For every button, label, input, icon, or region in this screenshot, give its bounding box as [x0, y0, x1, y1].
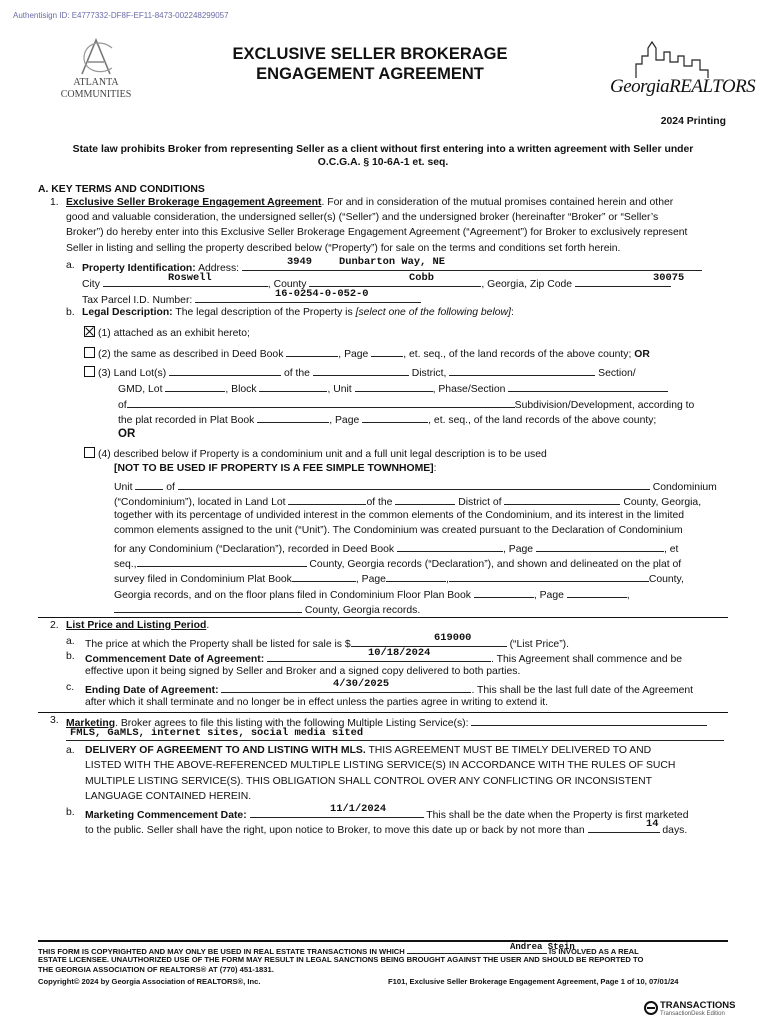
list-price-label: The price at which the Property shall be listed for sale is $: [85, 639, 351, 650]
condo-plat-page-label: , Page: [355, 574, 386, 585]
condo-floor-page-label: , Page: [533, 590, 564, 601]
condo-line-6: [114, 556, 681, 571]
condo-name-field[interactable]: [178, 479, 650, 490]
condo-records-text: County, Georgia records (“Declaration”), and shown and delineated on the plat of: [309, 559, 682, 570]
section-a-heading: A. KEY TERMS AND CONDITIONS: [38, 184, 205, 195]
condo-land-lot-label: (“Condominium”), located in Land Lot: [114, 497, 286, 508]
footer-text-a: THIS FORM IS COPYRIGHTED AND MAY ONLY BE USED IN REAL ESTATE TRANSACTIONS IN WHICH: [38, 947, 405, 956]
legal-option-3: [84, 365, 636, 380]
section-1-heading: Exclusive Seller Brokerage Engagement Agreement: [66, 197, 322, 208]
delivery-heading: DELIVERY OF AGREEMENT TO AND LISTING WITH MLS.: [85, 745, 366, 756]
section-1-text: . For and in consideration of the mutual promises contained herein and other: [321, 197, 674, 208]
condo-line-2: [114, 494, 701, 509]
option-3-checkbox[interactable]: [84, 366, 95, 377]
condo-floor-page-field[interactable]: [567, 587, 627, 598]
marketing-line-2: [85, 822, 687, 837]
footer-form-id: F101, Exclusive Seller Brokerage Engagement Agreement, Page 1 of 10, 07/01/24: [388, 977, 679, 986]
legal-description-heading: Legal Description:: [82, 307, 173, 318]
condo-floor-plan-field[interactable]: [474, 587, 534, 598]
condo-records-county-field[interactable]: [137, 556, 307, 567]
transactions-text: TRANSACTIONS: [660, 1000, 736, 1011]
section-field[interactable]: [449, 365, 595, 376]
list-price-field[interactable]: [351, 636, 507, 647]
condo-line-4: common elements assigned to the unit (“Unit”). The Condominium was created pursuant to the Declaration of Condominium: [114, 525, 683, 536]
commencement-date-value: 10/18/2024: [368, 647, 431, 659]
list-price-value: 619000: [434, 632, 472, 644]
plat-book-field[interactable]: [257, 412, 329, 423]
commencement-tail: . This Agreement shall commence and be: [491, 654, 683, 665]
condo-deed-page-label: , Page: [503, 544, 534, 555]
condo-land-lot-field[interactable]: [288, 494, 366, 505]
condo-deed-page-field[interactable]: [536, 541, 664, 552]
phase-label: , Phase/Section: [432, 384, 506, 395]
gmd-lot-label: GMD, Lot: [118, 384, 163, 395]
logo-line-2: COMMUNITIES: [60, 89, 132, 100]
legal-option-2: [84, 346, 650, 361]
tax-parcel-row: [82, 292, 421, 307]
option-2-text-a: (2) the same as described in Deed Book: [98, 349, 284, 360]
address-street-value: Dunbarton Way, NE: [339, 256, 446, 268]
plat-book-label: the plat recorded in Plat Book: [118, 415, 255, 426]
legal-option-1: [84, 326, 250, 340]
ending-line-2: after which it shall terminate and no longer be in effect unless the parties agree in writing to extend it.: [85, 697, 549, 708]
plat-page-label: , Page: [329, 415, 360, 426]
legal-select-instruction: [select one of the following below]: [355, 307, 511, 318]
tax-parcel-value: 16-0254-0-052-0: [275, 288, 369, 300]
mls-field-1[interactable]: [471, 715, 707, 726]
marketing-text: . Broker agrees to file this listing with the following Multiple Listing Service(s):: [115, 718, 469, 729]
delivery-line-1: [85, 745, 651, 757]
condo-notice: [NOT TO BE USED IF PROPERTY IS A FEE SIMPLE TOWNHOME]: [114, 463, 434, 474]
commence-b-label: b.: [66, 651, 75, 662]
option-2-checkbox[interactable]: [84, 347, 95, 358]
marketing-heading: Marketing: [66, 718, 116, 729]
condo-line-3: together with its percentage of undivided interest in the common elements of the Condominium, and its interest in the limited: [114, 510, 685, 521]
condo-plat-book-label: survey filed in Condominium Plat Book: [114, 574, 292, 585]
city-value: Roswell: [168, 272, 212, 284]
option-4-label: (4) described below if Property is a condominium unit and a full unit legal description is to be used: [98, 449, 547, 460]
tax-parcel-label: Tax Parcel I.D. Number:: [82, 295, 193, 306]
address-label: Address:: [198, 263, 240, 274]
condo-county-field[interactable]: [504, 494, 620, 505]
footer-line-3: THE GEORGIA ASSOCIATION OF REALTORS® AT (770) 451-1831.: [38, 965, 274, 974]
delivery-text: THIS AGREEMENT MUST BE TIMELY DELIVERED TO AND: [365, 745, 652, 756]
legal-b-label: b.: [66, 307, 75, 318]
city-label: City: [82, 279, 100, 290]
ending-c-label: c.: [66, 682, 75, 693]
option-2-text-c: , et. seq., of the land records of the above county;: [403, 349, 632, 360]
condo-district-label: District of: [458, 497, 502, 508]
option-3-text-a: (3) Land Lot(s): [98, 368, 167, 379]
days-value: 14: [646, 818, 659, 830]
plat-row: [118, 412, 656, 427]
condo-line-5: [114, 541, 678, 556]
county-field[interactable]: [309, 276, 481, 287]
option-3-text-c: District,: [411, 368, 447, 379]
block-label: , Block: [225, 384, 257, 395]
option-1-checkbox[interactable]: [84, 326, 95, 337]
property-id-heading: Property Identification:: [82, 263, 196, 274]
option-4-checkbox[interactable]: [84, 447, 95, 458]
marketing-line-2-text: to the public. Seller shall have the right, upon notice to Broker, to move this date up or back by not more than: [85, 825, 585, 836]
condo-comma: ,: [445, 574, 449, 585]
delivery-line-2: LISTED WITH THE ABOVE-REFERENCED MULTIPLE LISTING SERVICE(S) IN ACCORDANCE WITH THE RULES OF SUCH: [85, 760, 676, 771]
condo-seq-label: seq.,: [114, 559, 137, 570]
or-text-2: OR: [118, 428, 136, 440]
section-1-line-1: [66, 197, 673, 209]
option-2-text-b: , Page: [338, 349, 369, 360]
delivery-line-4: LANGUAGE CONTAINED HEREIN.: [85, 791, 252, 802]
condo-plat-book-field[interactable]: [292, 571, 356, 582]
condo-records-county-field-2[interactable]: [114, 602, 302, 613]
footer-divider: [38, 940, 728, 942]
skyline-icon: [608, 40, 736, 80]
lot-field[interactable]: [165, 381, 225, 392]
subdivision-field[interactable]: [127, 397, 515, 408]
section-1-line-3: Broker”) do hereby enter into this Exclusive Seller Brokerage Engagement Agreement (“Agreement”) for Broker to exclusively represent: [66, 227, 688, 238]
section-1-number: 1.: [50, 197, 59, 208]
atlanta-communities-logo: [60, 34, 132, 104]
footer-line-2: ESTATE LICENSEE. UNAUTHORIZED USE OF THE FORM MAY RESULT IN LEGAL SANCTIONS BEING BROUGHT AGAINST THE USER AND SHOULD BE REPORTED TO: [38, 955, 644, 964]
county-value: Cobb: [409, 272, 434, 284]
logo-line-1: ATLANTA: [73, 77, 119, 88]
marketing-date-row: [85, 807, 688, 822]
address-number-value: 3949: [287, 256, 312, 268]
section-2-heading: List Price and Listing Period: [66, 620, 207, 631]
block-field[interactable]: [259, 381, 327, 392]
subdivision-row: [118, 397, 694, 412]
transactions-logo: [644, 998, 744, 1022]
condo-county-suffix: County,: [648, 574, 684, 585]
legal-option-4: [84, 447, 547, 461]
condo-unit-field[interactable]: [135, 479, 163, 490]
commence-line-2: effective upon it being signed by Seller and Broker and a signed copy delivered to both parties.: [85, 666, 521, 677]
marketing-date-heading: Marketing Commencement Date:: [85, 810, 247, 821]
zip-value: 30075: [653, 272, 685, 284]
or-text-1: OR: [634, 349, 650, 360]
land-lot-field[interactable]: [169, 365, 281, 376]
legal-colon: :: [510, 307, 514, 318]
condo-comma-2: ,: [626, 590, 630, 601]
plat-tail: , et. seq., of the land records of the above county;: [428, 415, 657, 426]
marketing-b-label: b.: [66, 807, 75, 818]
unit-label: , Unit: [327, 384, 352, 395]
list-price-tail: (“List Price”).: [509, 639, 570, 650]
georgia-realtors-logo: [608, 40, 756, 102]
deed-book-field[interactable]: [286, 346, 338, 357]
divider-2: [38, 712, 728, 713]
footer-text-b: IS INVOLVED AS A REAL: [549, 947, 639, 956]
unit-field[interactable]: [355, 381, 433, 392]
transactions-subtext: TransactionDesk Edition: [660, 1011, 725, 1017]
subdivision-of-label: of: [118, 400, 127, 411]
condo-notice-colon: :: [433, 463, 437, 474]
notice-line-1: State law prohibits Broker from representing Seller as a client without first entering into a written agreement with Seller under: [72, 144, 694, 155]
section-2-title: [66, 620, 209, 632]
mls-value: FMLS, GaMLS, internet sites, social media sited: [70, 727, 364, 739]
ac-monogram-icon: [60, 34, 132, 78]
subdivision-label: Subdivision/Development, according to: [514, 400, 695, 411]
realtors-text: GeorgiaREALTORS: [610, 76, 756, 97]
section-1-line-2: good and valuable consideration, the undersigned seller(s) (“Seller”) and the undersigned broker (hereinafter “Broker” or “Seller’s: [66, 212, 659, 223]
delivery-a-label: a.: [66, 745, 75, 756]
plat-page-field[interactable]: [362, 412, 428, 423]
section-1-line-4: Seller in listing and selling the property described below (“Property”) for sale on the terms and conditions set forth herein.: [66, 243, 621, 254]
marketing-date-tail: This shall be the date when the Property is first marketed: [426, 810, 689, 821]
condo-line-8: [114, 587, 630, 602]
section-3-number: 3.: [50, 715, 59, 726]
county-label: , County: [267, 279, 307, 290]
condo-et-label: , et: [663, 544, 679, 555]
option-3-text-d: Section/: [598, 368, 636, 379]
divider-1: [38, 617, 728, 618]
transactions-swirl-icon: [644, 1001, 658, 1015]
condo-district-field[interactable]: [395, 494, 455, 505]
condo-of-label: of: [166, 482, 175, 493]
gmd-row: [118, 381, 668, 396]
legal-description-text: The legal description of the Property is: [172, 307, 356, 318]
deed-page-field[interactable]: [371, 346, 403, 357]
condo-unit-label: Unit: [114, 482, 133, 493]
form-title-line-1: EXCLUSIVE SELLER BROKERAGE: [232, 45, 508, 63]
delivery-line-3: MULTIPLE LISTING SERVICE(S). THIS OBLIGATION SHALL CONTROL OVER ANY CONFLICTING OR INCONSISTENT: [85, 776, 652, 787]
ending-tail: . This shall be the last full date of the Agreement: [471, 685, 694, 696]
condo-records-label: County, Georgia records.: [304, 605, 421, 616]
licensee-value: Andrea Stein: [510, 942, 575, 952]
condo-deed-book-field[interactable]: [397, 541, 503, 552]
authentisign-id: Authentisign ID: E4777332-DF8F-EF11-8473-002248299057: [13, 11, 229, 20]
marketing-date-value: 11/1/2024: [330, 803, 387, 815]
phase-field[interactable]: [508, 381, 668, 392]
condominium-label: Condominium: [652, 482, 717, 493]
condo-line-9: [114, 602, 420, 617]
option-3-text-b: of the: [283, 368, 310, 379]
condo-floor-plan-label: Georgia records, and on the floor plans filed in Condominium Floor Plan Book: [114, 590, 471, 601]
legal-description-row: [82, 307, 514, 319]
district-field[interactable]: [313, 365, 409, 376]
printing-year: 2024 Printing: [660, 116, 726, 127]
condo-county-label: County, Georgia,: [623, 497, 702, 508]
notice-line-2: O.C.G.A. § 10-6A-1 et. seq.: [317, 157, 449, 168]
condo-line-1: [114, 479, 717, 494]
list-price-a-label: a.: [66, 636, 75, 647]
footer-copyright: Copyright© 2024 by Georgia Association of REALTORS®, Inc.: [38, 977, 261, 986]
condo-plat-county-field[interactable]: [449, 571, 649, 582]
zip-label: , Georgia, Zip Code: [481, 279, 573, 290]
days-label: days.: [662, 825, 688, 836]
condo-of-the-label: of the: [366, 497, 393, 508]
condo-notice-row: [114, 463, 437, 475]
form-title-line-2: ENGAGEMENT AGREEMENT: [256, 65, 484, 83]
condo-deed-book-label: for any Condominium (“Declaration”), recorded in Deed Book: [114, 544, 395, 555]
ending-date-heading: Ending Date of Agreement:: [85, 685, 219, 696]
condo-line-7: [114, 571, 684, 586]
list-price-row: [85, 636, 569, 651]
ending-date-value: 4/30/2025: [333, 678, 390, 690]
section-2-number: 2.: [50, 620, 59, 631]
property-a-label: a.: [66, 260, 75, 271]
option-1-label: (1) attached as an exhibit hereto;: [98, 328, 250, 339]
condo-plat-page-field[interactable]: [386, 571, 446, 582]
section-2-dot: .: [206, 620, 210, 631]
commencement-date-heading: Commencement Date of Agreement:: [85, 654, 265, 665]
